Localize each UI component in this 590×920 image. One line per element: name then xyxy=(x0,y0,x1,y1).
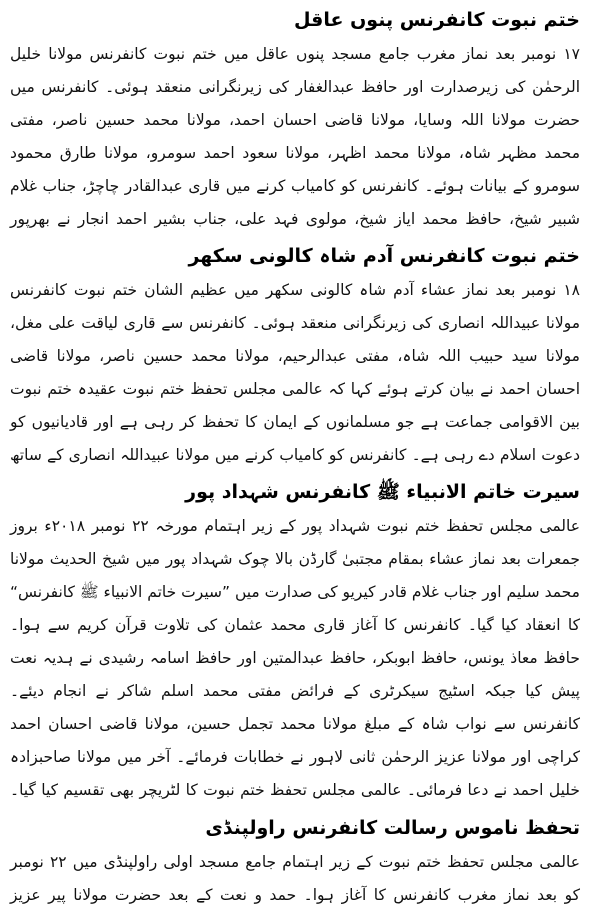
article-body: ۱۷ نومبر بعد نماز مغرب جامع مسجد پنوں عاقل میں ختم نبوت کانفرنس مولانا خلیل الرحمٰن کی زیرصدارت اور حافظ عبدالغفار کی زیرنگرانی منعقد ہوئی۔ کانفرنس میں حضرت مولانا اللہ وسایا، مولانا قاضی احسان احمد، مولانا محمد حسین ناصر، مفتی محمد مظہر شاہ، مولانا محمد اظہر، مولانا سعود احمد سومرو، مولانا طارق محمود سومرو کے بیانات ہوئے۔ کانفرنس کو کامیاب کرنے میں قاری عبدالقادر چاچڑ، جناب غلام شبیر شیخ، حافظ محمد ایاز شیخ، مولوی فہد علی، جناب بشیر احمد انجار نے بھرپور xyxy=(10,45,580,228)
article-body: ۱۸ نومبر بعد نماز عشاء آدم شاہ کالونی سکھر میں عظیم الشان ختم نبوت کانفرنس مولانا عبیداللہ انصاری کی زیرنگرانی منعقد ہوئی۔ کانفرنس سے قاری لیاقت علی مغل، مولانا سید حبیب اللہ شاہ، مفتی عبدالرحیم، مولانا محمد حسین ناصر، مولانا قاضی احسان احمد نے بیان کرتے ہوئے کہا کہ عالمی مجلس تحفظ ختم نبوت عقیدہ ختم نبوت بین الاقوامی جماعت ہے جو مسلمانوں کے ایمان کا تحفظ کر رہی ہے اور قادیانیوں کو دعوت اسلام دے رہی ہے۔ کانفرنس کو کامیاب کرنے میں مولانا عبیداللہ انصاری کے ساتھ xyxy=(10,281,580,464)
article-heading: تحفظ ناموس رسالت کانفرنس راولپنڈی xyxy=(205,817,580,839)
article-body: عالمی مجلس تحفظ ختم نبوت کے زیر اہتمام جامع مسجد اولی راولپنڈی میں ۲۲ نومبر کو بعد نماز مغرب کانفرنس کا آغاز ہوا۔ حمد و نعت کے بعد حضرت مولانا پیر عزیز xyxy=(10,853,581,904)
article-shahdadpur xyxy=(8,478,582,814)
article-heading: ختم نبوت کانفرنس آدم شاہ کالونی سکھر xyxy=(188,245,580,267)
article-rawalpindi xyxy=(8,814,582,914)
article-heading: ختم نبوت کانفرنس پنوں عاقل xyxy=(293,9,580,31)
article-heading: سیرت خاتم الانبیاء ﷺ کانفرنس شہداد پور xyxy=(185,481,580,503)
article-adam-shah-colony xyxy=(8,242,582,478)
article-body: عالمی مجلس تحفظ ختم نبوت شہداد پور کے زیر اہتمام مورخہ ۲۲ نومبر ۲۰۱۸ء بروز جمعرات بعد نماز عشاء بمقام مجتبیٰ گارڈن بالا چوک شہداد پور میں شیخ الحدیث مولانا محمد سلیم اور جناب غلام قادر کیریو کی صدارت میں ”سیرت خاتم الانبیاء ﷺ کانفرنس“ کا انعقاد کیا گیا۔ کانفرنس کا آغاز قاری محمد عثمان کی تلاوت قرآن کریم سے ہوا۔ حافظ معاذ یونس، حافظ ابوبکر، حافظ عبدالمتین اور حافظ اسامہ رشیدی نے ہدیہ نعت پیش کیا جبکہ اسٹیج سیکرٹری کے فرائض مفتی محمد اسلم شاکر نے انجام دیئے۔ کانفرنس سے نواب شاہ کے مبلغ مولانا محمد تجمل حسین، مولانا قاضی احسان احمد کراچی اور مولانا عزیز الرحمٰن ثانی لاہور نے خطابات فرمائے۔ آخر میں مولانا صاحبزادہ خلیل احمد نے دعا فرمائی۔ عالمی مجلس تحفظ ختم نبوت کا لٹریچر بھی تقسیم کیا گیا۔ xyxy=(10,517,580,799)
article-pannu-aqil xyxy=(8,6,582,242)
